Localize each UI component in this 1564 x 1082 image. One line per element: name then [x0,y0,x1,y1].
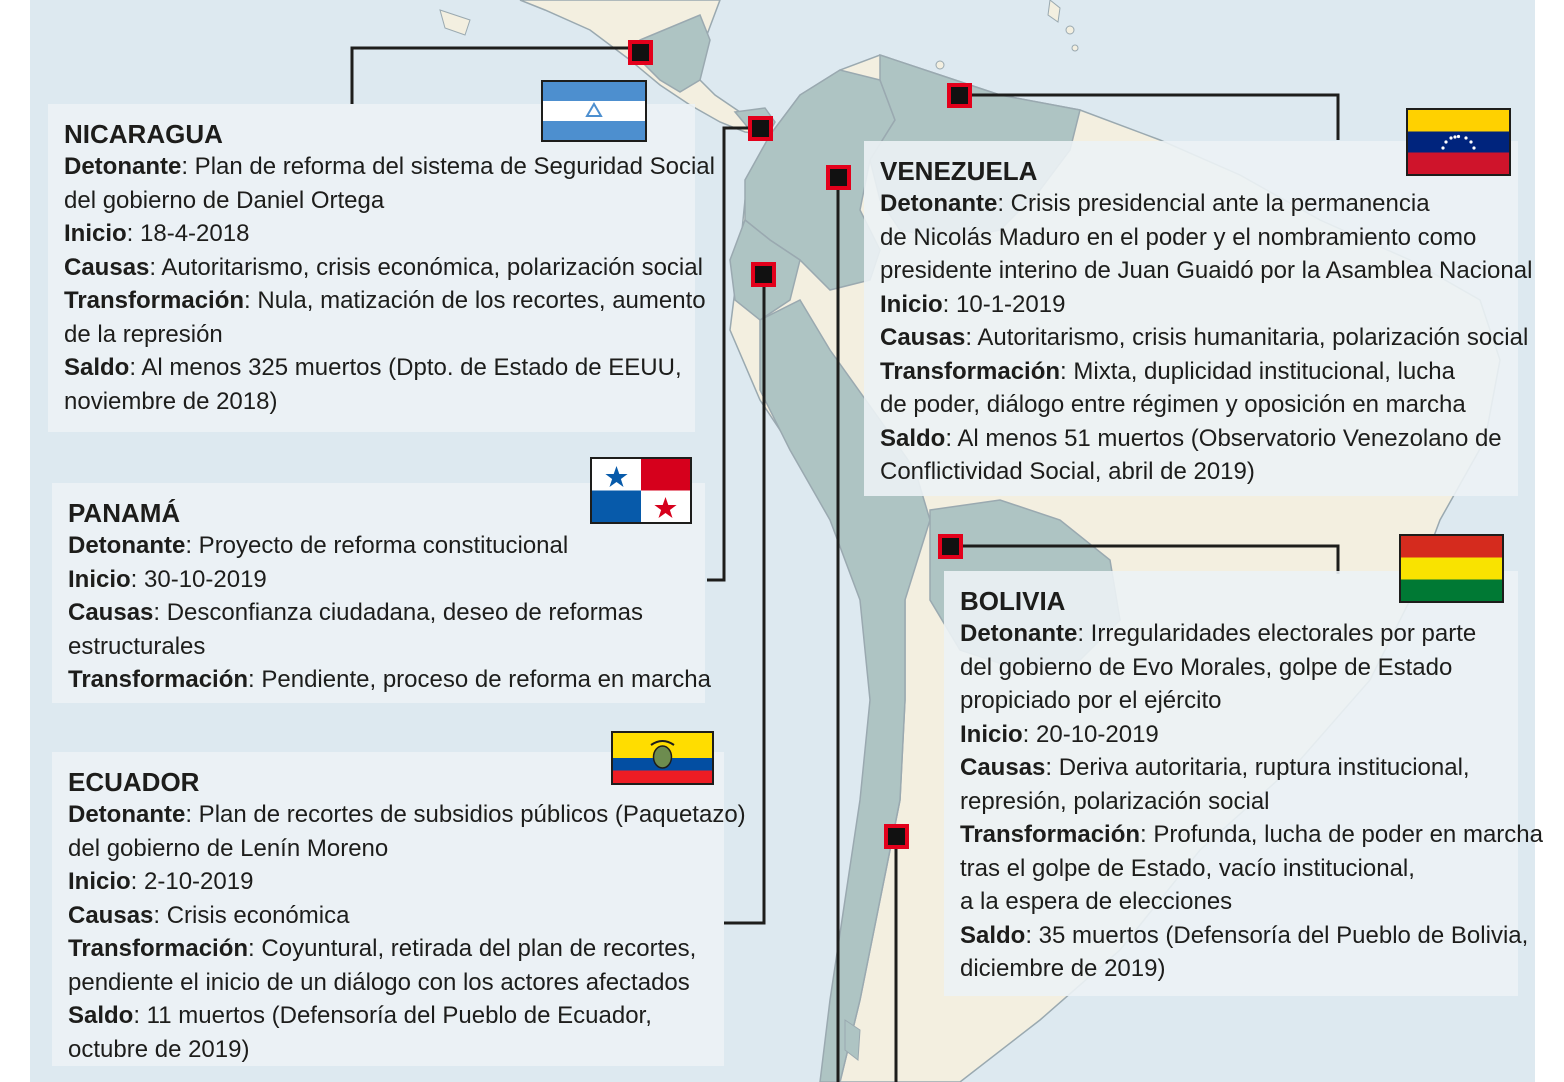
detail-text: : 18-4-2018 [126,220,250,247]
country-title: VENEZUELA [880,156,1038,186]
detail-line [960,751,1518,785]
detail-text: del gobierno de Daniel Ortega [64,186,385,214]
country-details [960,617,1543,986]
detail-label: Transformación [960,821,1141,848]
detail-line [880,221,1518,255]
nicaragua-emblem-icon [543,82,645,140]
detail-line [960,651,1518,685]
detail-text: estructurales [68,632,206,660]
country-title: PANAMÁ [68,498,181,528]
detail-text: tras el golpe de Estado, vacío institucional, [960,854,1415,882]
detail-line [68,596,705,630]
detail-label: Inicio [64,220,127,247]
detail-text: de poder, diálogo entre régimen y oposición en marcha [880,391,1466,418]
detail-text: Conflictividad Social, abril de 2019) [880,458,1255,485]
detail-line [880,187,1518,221]
detail-line [68,630,705,664]
country-details [880,187,1533,489]
detail-text: presidente interino de Juan Guaidó por la Asamblea Nacional [880,257,1533,284]
detail-label: Detonante [68,801,186,828]
detail-text: : Plan de reforma del sistema de Seguridad Social [181,153,715,180]
detail-text: : Al menos 51 muertos (Observatorio Venezolano de [945,424,1502,452]
detail-text: : Plan de recortes de subsidios públicos (Paquetazo) [185,801,746,828]
detail-line [880,254,1533,288]
country-card-bolivia [944,571,1543,996]
detail-text: pendiente el inicio de un diálogo con los actores afectados [68,968,690,996]
bolivia-flag [1399,534,1504,603]
country-title: NICARAGUA [64,119,223,149]
detail-label: Saldo [68,1002,134,1029]
detail-text: del gobierno de Lenín Moreno [68,834,389,862]
marker-nicaragua [630,42,651,63]
detail-line [68,798,746,832]
detail-label: Detonante [880,190,998,217]
detail-text: : Profunda, lucha de poder en marcha [1140,821,1543,848]
nicaragua-flag [541,80,647,142]
panama-flag-icon [592,459,690,522]
detail-text: : Autoritarismo, crisis económica, polarización social [149,253,703,281]
detail-text: a la espera de elecciones [960,888,1233,915]
detail-line [960,852,1518,886]
country-card-nicaragua [48,104,715,432]
detail-text: diciembre de 2019) [960,955,1166,982]
detail-line [64,251,703,285]
detail-text: : 35 muertos (Defensoría del Pueblo de Bolivia, [1025,921,1529,949]
detail-text: : Crisis presidencial ante la permanencia [997,190,1430,217]
detail-label: Causas [880,324,966,351]
detail-text: propiciado por el ejército [960,687,1222,714]
detail-line [68,899,724,933]
detail-text: noviembre de 2018) [64,387,278,415]
island [1072,45,1078,51]
detail-label: Transformación [68,935,249,962]
detail-text: : Coyuntural, retirada del plan de recortes, [248,935,697,962]
detail-label: Transformación [68,666,249,693]
detail-label: Transformación [64,287,245,314]
detail-label: Saldo [960,921,1026,949]
detail-line [960,785,1518,819]
detail-text: : 10-1-2019 [942,290,1066,318]
venezuela-stars-icon [1408,110,1509,174]
detail-line [880,355,1518,389]
detail-text: : 11 muertos (Defensoría del Pueblo de Ecuador, [133,1002,652,1029]
detail-line [68,563,705,597]
island [936,61,944,69]
detail-text: : 2-10-2019 [130,868,254,895]
detail-line [64,318,695,352]
detail-text: : Al menos 325 muertos (Dpto. de Estado de EEUU, [129,354,682,381]
detail-line [64,284,706,318]
detail-label: Causas [960,754,1046,781]
detail-line [960,885,1518,919]
detail-label: Saldo [64,354,130,381]
detail-line [68,1033,724,1067]
country-title: BOLIVIA [960,586,1066,616]
detail-line [880,422,1518,456]
detail-label: Inicio [880,290,943,318]
detail-text: : Irregularidades electorales por parte [1077,620,1477,647]
country-card-venezuela [864,141,1533,496]
ecuador-coat-of-arms-icon [613,733,712,783]
detail-text: : Nula, matización de los recortes, aumento [244,287,706,314]
detail-text: de Nicolás Maduro en el poder y el nombramiento como [880,223,1477,251]
detail-text: : Pendiente, proceso de reforma en marcha [248,666,711,693]
detail-label: Causas [64,253,150,281]
detail-line [960,919,1529,953]
detail-line [68,663,711,697]
detail-text: : Desconfianza ciudadana, deseo de reformas [153,599,644,626]
detail-line [880,321,1529,355]
detail-line [68,966,724,1000]
country-details [68,798,746,1066]
detail-text: : 20-10-2019 [1022,720,1159,748]
detail-text: del gobierno de Evo Morales, golpe de Estado [960,653,1453,681]
detail-line [960,818,1543,852]
detail-label: Inicio [68,565,131,593]
detail-text: : Mixta, duplicidad institucional, lucha [1060,357,1455,385]
detail-label: Detonante [960,620,1078,647]
detail-line [880,288,1518,322]
panama-flag [590,457,692,524]
marker-colombia [828,167,849,188]
detail-line [960,684,1518,718]
detail-label: Saldo [880,424,946,452]
detail-text: : Proyecto de reforma constitucional [185,532,569,559]
detail-line [960,952,1518,986]
detail-label: Causas [68,599,154,626]
detail-label: Detonante [64,153,182,180]
detail-line [68,865,724,899]
country-details [68,529,711,697]
marker-chile [886,826,907,847]
detail-line [68,932,724,966]
detail-line [64,150,715,184]
marker-bolivia [940,536,961,557]
detail-label: Inicio [960,720,1023,748]
ecuador-flag [611,731,714,785]
detail-line [64,351,695,385]
detail-line [880,455,1518,489]
detail-line [68,529,705,563]
detail-line [960,718,1518,752]
detail-line [64,217,695,251]
detail-text: represión, polarización social [960,787,1270,815]
detail-label: Causas [68,901,154,929]
detail-line [64,385,695,419]
detail-text: : 30-10-2019 [130,565,267,593]
marker-ecuador [753,264,774,285]
detail-label: Inicio [68,868,131,895]
marker-venezuela [949,85,970,106]
detail-line [68,999,724,1033]
detail-text: : Deriva autoritaria, ruptura institucional, [1045,754,1470,781]
detail-text: de la represión [64,320,223,348]
detail-text: octubre de 2019) [68,1035,250,1063]
marker-panama [750,118,771,139]
country-card-ecuador [52,752,746,1066]
detail-line [960,617,1518,651]
detail-text: : Autoritarismo, crisis humanitaria, polarización social [965,324,1529,351]
island [1066,26,1074,34]
detail-line [880,388,1518,422]
detail-label: Transformación [880,357,1061,385]
detail-line [64,184,695,218]
venezuela-flag [1406,108,1511,176]
detail-label: Detonante [68,532,186,559]
country-title: ECUADOR [68,767,200,797]
detail-line [68,832,724,866]
country-details [64,150,715,418]
detail-text: : Crisis económica [153,901,350,929]
